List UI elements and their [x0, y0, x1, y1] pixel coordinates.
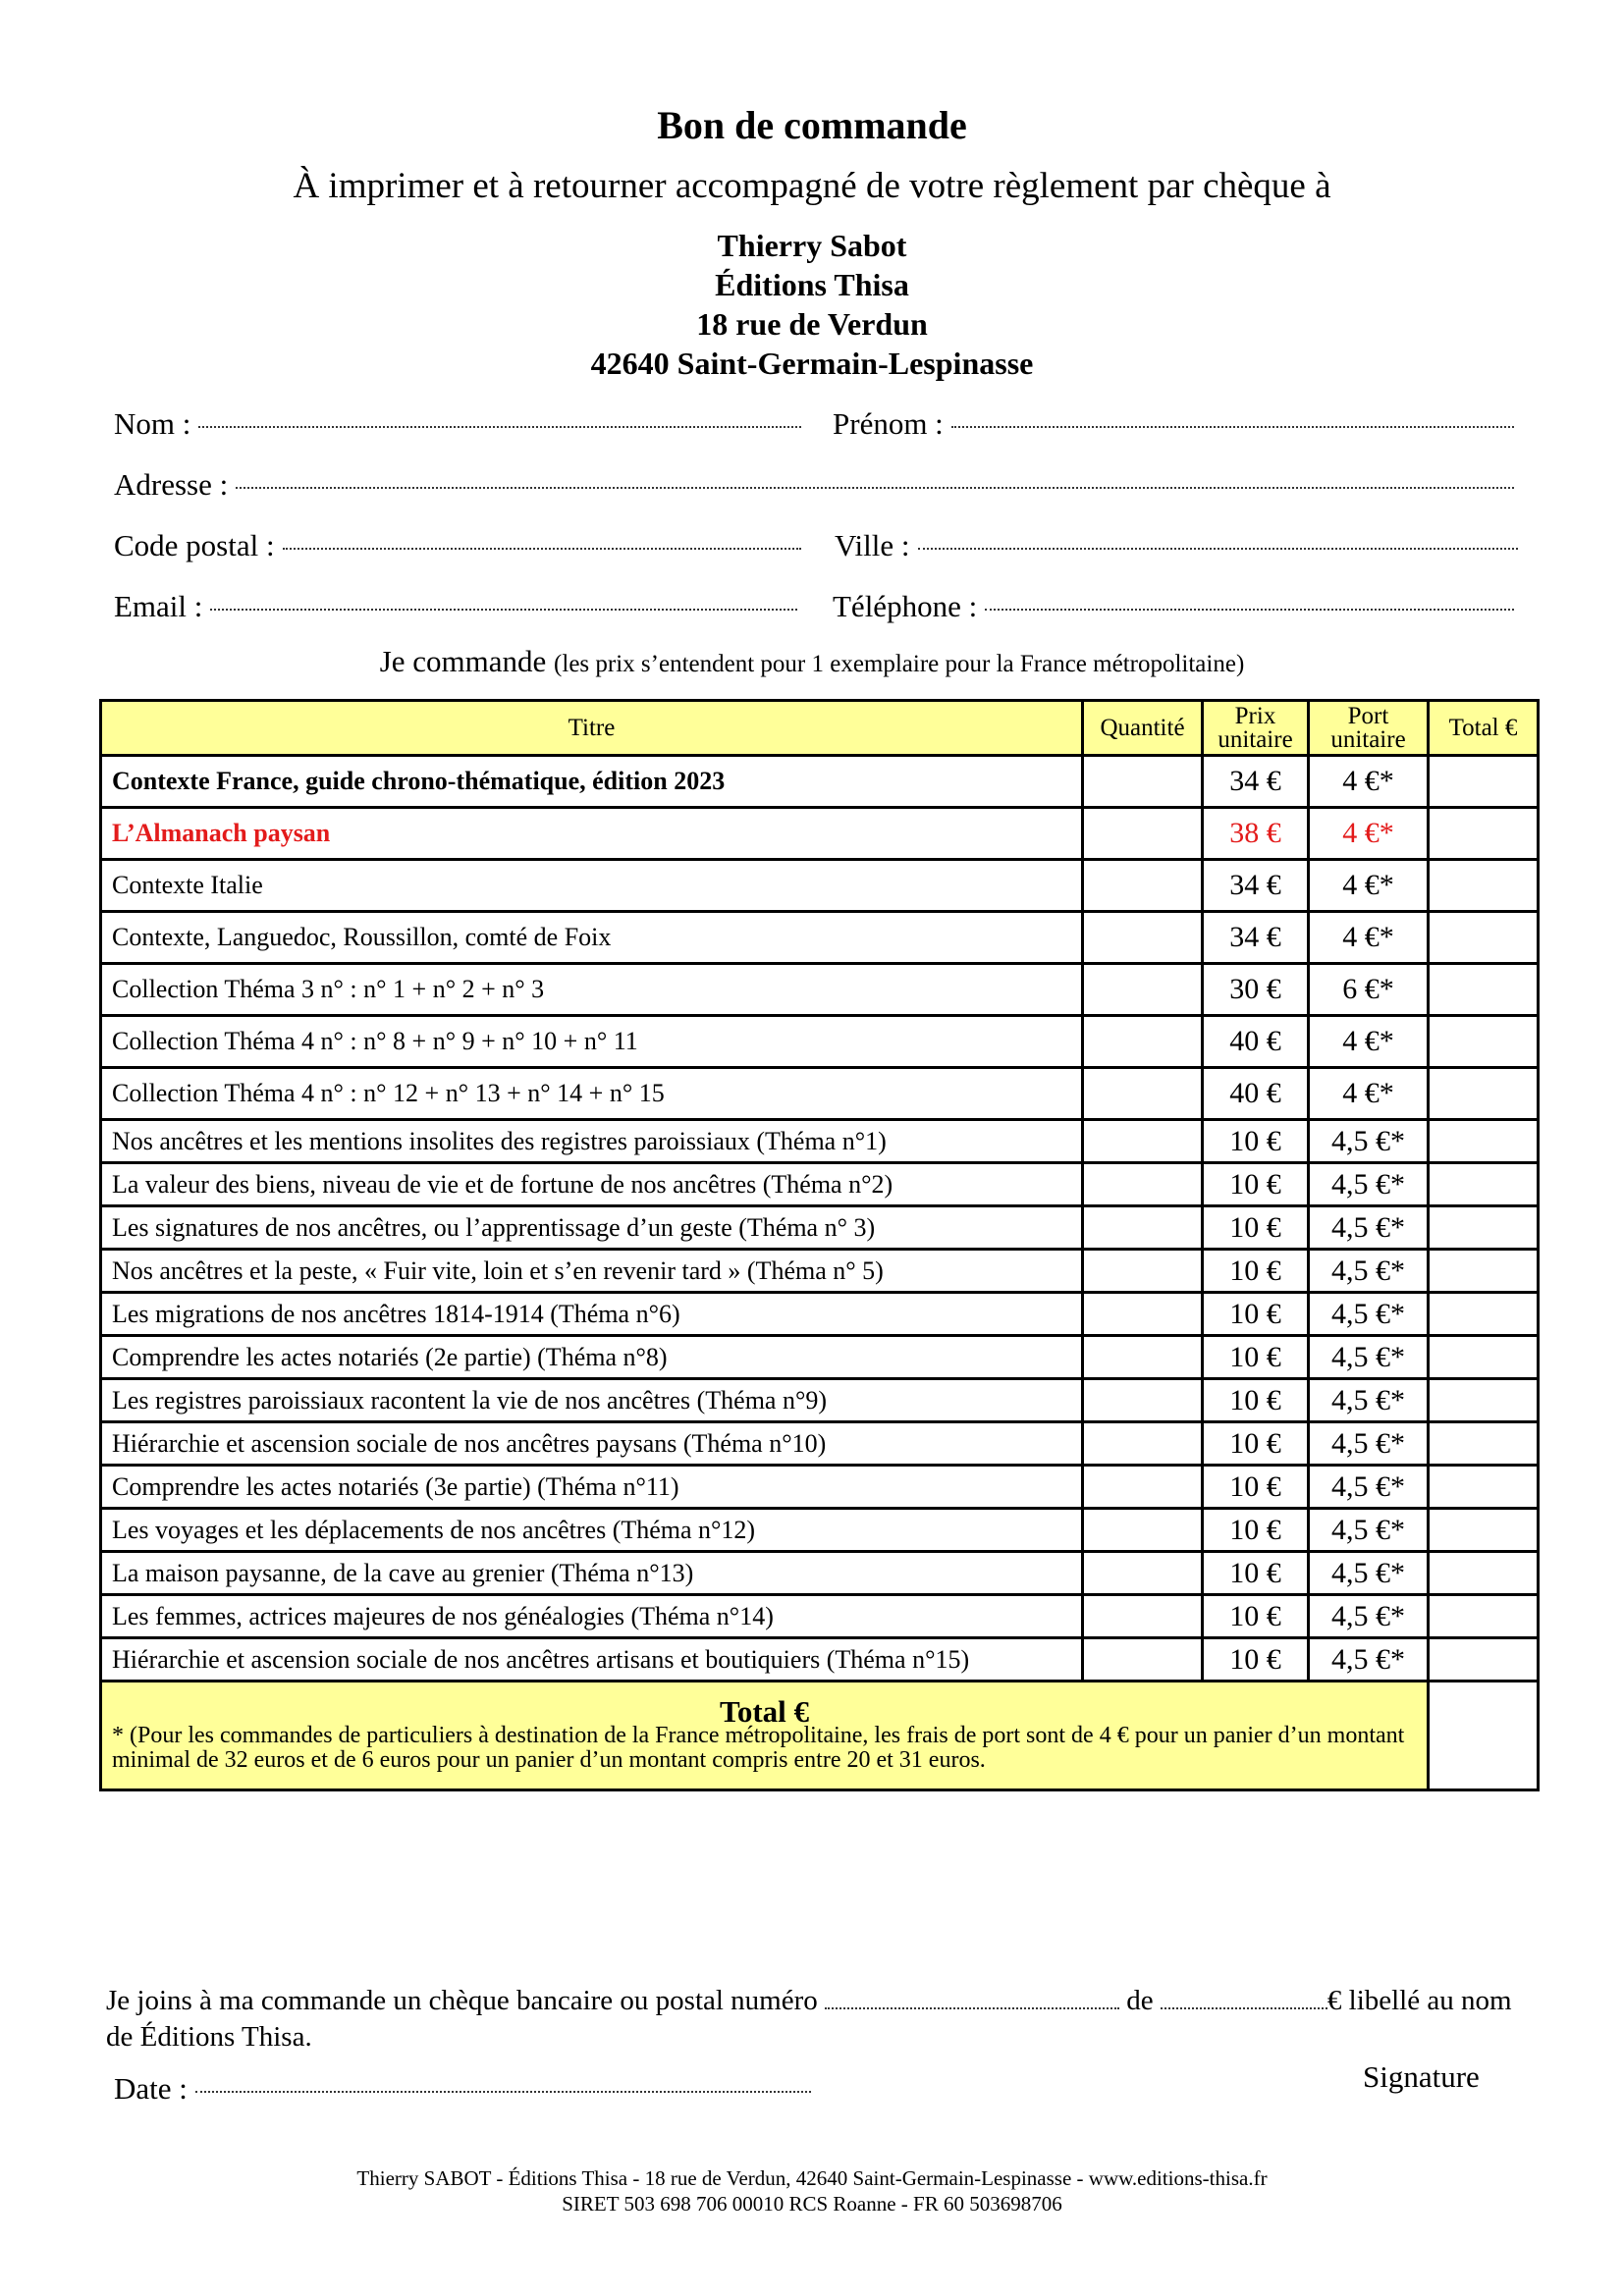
table-row — [101, 756, 1539, 808]
row-title: Les signatures de nos ancêtres, ou l’apprentissage d’un geste (Théma n° 3) — [101, 1206, 1083, 1250]
row-total-cell[interactable] — [1429, 1016, 1539, 1068]
table-row — [101, 1293, 1539, 1336]
header-prix-1: Prix — [1234, 702, 1276, 729]
shipping-footnote: * (Pour les commandes de particuliers à destination de la France métropolitaine, les frais de port sont de 4 € pour un panier d’un montant minimal de 32 euros et de 6 euros pour un panier d’un montant compris entre 20 et 31 euros. — [112, 1722, 1405, 1773]
page-subtitle: À imprimer et à retourner accompagné de votre règlement par chèque à — [293, 166, 1331, 206]
header-quantite: Quantité — [1083, 701, 1203, 756]
payment-text-3: € libellé au nom de Éditions Thisa. — [106, 1985, 1512, 2053]
table-header-row — [101, 701, 1539, 756]
row-price: 10 € — [1203, 1466, 1309, 1509]
header-prix-2: unitaire — [1218, 725, 1293, 753]
nom-label: Nom : — [114, 406, 191, 441]
telephone-line[interactable] — [985, 609, 1514, 611]
footer-line-1: Thierry SABOT - Éditions Thisa - 18 rue de Verdun, 42640 Saint-Germain-Lespinasse - www.editions-thisa.fr — [356, 2166, 1268, 2190]
row-total-cell[interactable] — [1429, 964, 1539, 1016]
row-port: 4,5 €* — [1309, 1120, 1429, 1163]
row-quantity-cell[interactable] — [1083, 1336, 1203, 1379]
page-title: Bon de commande — [657, 103, 967, 147]
row-price: 34 € — [1203, 912, 1309, 964]
prenom-field[interactable] — [833, 406, 1514, 442]
row-price: 10 € — [1203, 1379, 1309, 1422]
row-price: 10 € — [1203, 1250, 1309, 1293]
footer-line-2: SIRET 503 698 706 00010 RCS Roanne - FR 60 503698706 — [562, 2192, 1062, 2216]
row-title: Collection Théma 4 n° : n° 8 + n° 9 + n° 10 + n° 11 — [101, 1016, 1083, 1068]
table-row — [101, 1163, 1539, 1206]
row-total-cell[interactable] — [1429, 1595, 1539, 1638]
row-price: 10 € — [1203, 1163, 1309, 1206]
row-price: 10 € — [1203, 1422, 1309, 1466]
table-row — [101, 1068, 1539, 1120]
adresse-label: Adresse : — [114, 467, 229, 502]
payment-text-2: de — [1126, 1985, 1154, 2016]
row-quantity-cell[interactable] — [1083, 756, 1203, 808]
row-title: Contexte Italie — [101, 860, 1083, 912]
row-quantity-cell[interactable] — [1083, 1422, 1203, 1466]
table-row — [101, 1638, 1539, 1682]
row-total-cell[interactable] — [1429, 1163, 1539, 1206]
total-note-cell — [101, 1682, 1429, 1790]
adresse-line[interactable] — [236, 487, 1514, 489]
row-total-cell[interactable] — [1429, 1509, 1539, 1552]
row-port: 4 €* — [1309, 912, 1429, 964]
row-title: Nos ancêtres et les mentions insolites des registres paroissiaux (Théma n°1) — [101, 1120, 1083, 1163]
row-title: L’Almanach paysan — [101, 808, 1083, 860]
row-quantity-cell[interactable] — [1083, 1552, 1203, 1595]
row-price: 10 € — [1203, 1206, 1309, 1250]
row-quantity-cell[interactable] — [1083, 1163, 1203, 1206]
row-price: 10 € — [1203, 1552, 1309, 1595]
row-port: 4 €* — [1309, 756, 1429, 808]
row-price: 34 € — [1203, 860, 1309, 912]
row-port: 6 €* — [1309, 964, 1429, 1016]
header-port-1: Port — [1347, 702, 1389, 729]
prenom-line[interactable] — [951, 426, 1514, 428]
row-port: 4,5 €* — [1309, 1422, 1429, 1466]
row-total-cell[interactable] — [1429, 1120, 1539, 1163]
row-quantity-cell[interactable] — [1083, 1466, 1203, 1509]
row-total-cell[interactable] — [1429, 756, 1539, 808]
total-label: Total € — [719, 1693, 810, 1729]
row-title: Contexte, Languedoc, Roussillon, comté de Foix — [101, 912, 1083, 964]
table-row — [101, 1120, 1539, 1163]
row-total-cell[interactable] — [1429, 860, 1539, 912]
date-label: Date : — [114, 2071, 188, 2106]
table-row — [101, 1552, 1539, 1595]
row-title: Collection Théma 4 n° : n° 12 + n° 13 + n° 14 + n° 15 — [101, 1068, 1083, 1120]
row-quantity-cell[interactable] — [1083, 1638, 1203, 1682]
address-company: Éditions Thisa — [715, 267, 909, 302]
row-title: Nos ancêtres et la peste, « Fuir vite, loin et s’en revenir tard » (Théma n° 5) — [101, 1250, 1083, 1293]
row-quantity-cell[interactable] — [1083, 1120, 1203, 1163]
row-total-cell[interactable] — [1429, 1638, 1539, 1682]
row-title: La valeur des biens, niveau de vie et de fortune de nos ancêtres (Théma n°2) — [101, 1163, 1083, 1206]
code-postal-field[interactable] — [114, 528, 801, 563]
header-port — [1309, 701, 1429, 756]
row-total-cell[interactable] — [1429, 1422, 1539, 1466]
row-total-cell[interactable] — [1429, 1068, 1539, 1120]
payment-statement — [106, 1983, 1520, 2056]
order-intro-main: Je commande — [379, 644, 547, 678]
row-title: Comprendre les actes notariés (3e partie) (Théma n°11) — [101, 1466, 1083, 1509]
cheque-number-line[interactable] — [825, 2007, 1119, 2009]
row-port: 4 €* — [1309, 1068, 1429, 1120]
row-price: 10 € — [1203, 1509, 1309, 1552]
header-port-2: unitaire — [1330, 725, 1406, 753]
cheque-amount-line[interactable] — [1161, 2007, 1327, 2009]
ville-field[interactable] — [835, 528, 1518, 563]
row-port: 4 €* — [1309, 1016, 1429, 1068]
row-quantity-cell[interactable] — [1083, 1250, 1203, 1293]
row-quantity-cell[interactable] — [1083, 964, 1203, 1016]
row-total-cell[interactable] — [1429, 1466, 1539, 1509]
table-row — [101, 1422, 1539, 1466]
row-port: 4 €* — [1309, 860, 1429, 912]
row-total-cell[interactable] — [1429, 1336, 1539, 1379]
ville-label: Ville : — [835, 528, 910, 562]
row-title: Hiérarchie et ascension sociale de nos ancêtres artisans et boutiquiers (Théma n°15) — [101, 1638, 1083, 1682]
table-row — [101, 1206, 1539, 1250]
row-price: 10 € — [1203, 1120, 1309, 1163]
header-titre: Titre — [101, 701, 1083, 756]
table-row — [101, 860, 1539, 912]
row-price: 40 € — [1203, 1016, 1309, 1068]
row-port: 4,5 €* — [1309, 1466, 1429, 1509]
order-intro — [0, 644, 1624, 679]
row-title: Les migrations de nos ancêtres 1814-1914 (Théma n°6) — [101, 1293, 1083, 1336]
row-port: 4 €* — [1309, 808, 1429, 860]
email-field[interactable] — [114, 589, 797, 624]
row-port: 4,5 €* — [1309, 1509, 1429, 1552]
row-port: 4,5 €* — [1309, 1595, 1429, 1638]
nom-field[interactable] — [114, 406, 801, 442]
address-name: Thierry Sabot — [717, 228, 907, 263]
code-postal-label: Code postal : — [114, 528, 275, 562]
row-port: 4,5 €* — [1309, 1293, 1429, 1336]
row-port: 4,5 €* — [1309, 1552, 1429, 1595]
row-title: Les femmes, actrices majeures de nos généalogies (Théma n°14) — [101, 1595, 1083, 1638]
table-row — [101, 964, 1539, 1016]
row-port: 4,5 €* — [1309, 1206, 1429, 1250]
row-price: 10 € — [1203, 1293, 1309, 1336]
row-price: 10 € — [1203, 1595, 1309, 1638]
telephone-label: Téléphone : — [833, 589, 978, 623]
date-line[interactable] — [195, 2091, 811, 2093]
header-prix — [1203, 701, 1309, 756]
row-quantity-cell[interactable] — [1083, 1293, 1203, 1336]
nom-line[interactable] — [198, 426, 801, 428]
row-port: 4,5 €* — [1309, 1379, 1429, 1422]
row-title: Les voyages et les déplacements de nos ancêtres (Théma n°12) — [101, 1509, 1083, 1552]
row-total-cell[interactable] — [1429, 1552, 1539, 1595]
row-total-cell[interactable] — [1429, 1206, 1539, 1250]
order-intro-note: (les prix s’entendent pour 1 exemplaire pour la France métropolitaine) — [554, 651, 1245, 677]
row-title: Hiérarchie et ascension sociale de nos ancêtres paysans (Théma n°10) — [101, 1422, 1083, 1466]
row-port: 4,5 €* — [1309, 1163, 1429, 1206]
header-total: Total € — [1429, 701, 1539, 756]
row-quantity-cell[interactable] — [1083, 1016, 1203, 1068]
date-field[interactable] — [114, 2071, 811, 2107]
code-postal-line[interactable] — [283, 548, 801, 550]
row-total-cell[interactable] — [1429, 1379, 1539, 1422]
row-port: 4,5 €* — [1309, 1336, 1429, 1379]
row-price: 10 € — [1203, 1336, 1309, 1379]
row-total-cell[interactable] — [1429, 1250, 1539, 1293]
row-total-cell[interactable] — [1429, 1293, 1539, 1336]
adresse-field[interactable] — [114, 467, 1514, 503]
table-row — [101, 1016, 1539, 1068]
row-quantity-cell[interactable] — [1083, 808, 1203, 860]
page-footer — [0, 2165, 1624, 2216]
telephone-field[interactable] — [833, 589, 1514, 624]
row-title: Comprendre les actes notariés (2e partie) (Théma n°8) — [101, 1336, 1083, 1379]
row-title: Collection Théma 3 n° : n° 1 + n° 2 + n° 3 — [101, 964, 1083, 1016]
table-row — [101, 912, 1539, 964]
table-row — [101, 1595, 1539, 1638]
row-quantity-cell[interactable] — [1083, 860, 1203, 912]
row-price: 34 € — [1203, 756, 1309, 808]
row-price: 40 € — [1203, 1068, 1309, 1120]
row-quantity-cell[interactable] — [1083, 1509, 1203, 1552]
row-title: Les registres paroissiaux racontent la vie de nos ancêtres (Théma n°9) — [101, 1379, 1083, 1422]
row-quantity-cell[interactable] — [1083, 912, 1203, 964]
row-total-cell[interactable] — [1429, 912, 1539, 964]
row-port: 4,5 €* — [1309, 1250, 1429, 1293]
row-price: 10 € — [1203, 1638, 1309, 1682]
ville-line[interactable] — [918, 548, 1519, 550]
row-quantity-cell[interactable] — [1083, 1379, 1203, 1422]
address-street: 18 rue de Verdun — [696, 306, 928, 342]
row-price: 38 € — [1203, 808, 1309, 860]
email-label: Email : — [114, 589, 203, 623]
table-row — [101, 1250, 1539, 1293]
order-table — [99, 699, 1540, 1791]
prenom-label: Prénom : — [833, 406, 944, 441]
address-city: 42640 Saint-Germain-Lespinasse — [590, 346, 1034, 381]
total-row — [101, 1682, 1539, 1790]
row-title: Contexte France, guide chrono-thématique, édition 2023 — [101, 756, 1083, 808]
grand-total-cell[interactable] — [1429, 1682, 1539, 1790]
table-row — [101, 1336, 1539, 1379]
row-quantity-cell[interactable] — [1083, 1206, 1203, 1250]
table-row — [101, 1466, 1539, 1509]
row-port: 4,5 €* — [1309, 1638, 1429, 1682]
row-price: 30 € — [1203, 964, 1309, 1016]
table-row — [101, 1379, 1539, 1422]
row-quantity-cell[interactable] — [1083, 1595, 1203, 1638]
row-title: La maison paysanne, de la cave au grenier (Théma n°13) — [101, 1552, 1083, 1595]
signature-label: Signature — [1363, 2059, 1480, 2094]
row-total-cell[interactable] — [1429, 808, 1539, 860]
table-row — [101, 808, 1539, 860]
payment-text-1: Je joins à ma commande un chèque bancaire ou postal numéro — [106, 1985, 818, 2016]
email-line[interactable] — [210, 609, 797, 611]
row-quantity-cell[interactable] — [1083, 1068, 1203, 1120]
table-row — [101, 1509, 1539, 1552]
